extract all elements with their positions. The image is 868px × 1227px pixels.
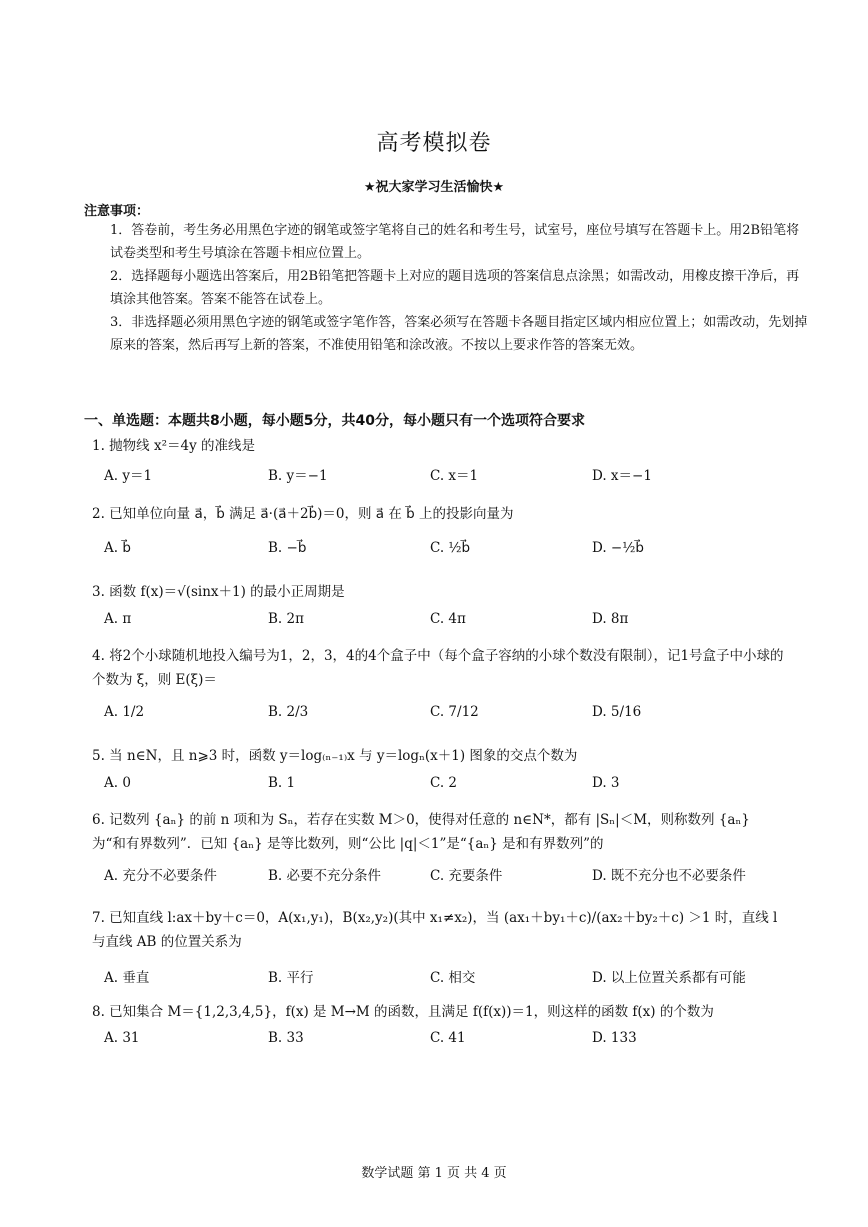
option-b: B. 必要不充分条件 — [268, 868, 382, 884]
option-a: A. 31 — [104, 1030, 140, 1046]
option-d: D. 8π — [592, 611, 629, 627]
question-8-stem: 8. 已知集合 M＝{1,2,3,4,5}，f(x) 是 M→M 的函数，且满足 f(f(x))＝1，则这样的函数 f(x) 的个数为 — [92, 1004, 714, 1020]
option-a: A. 0 — [104, 775, 131, 791]
notice-item-1: 1．答卷前，考生务必用黑色字迹的钢笔或签字笔将自己的姓名和考生号，试室号，座位号填写在答题卡上。用2B铅笔将试卷类型和考生号填涂在答题卡相应位置上。 — [110, 223, 800, 261]
option-b: B. y＝−1 — [268, 468, 328, 484]
page-footer: 数学试题 第 1 页 共 4 页 — [361, 1166, 507, 1181]
question-1-stem: 1. 抛物线 x²＝4y 的准线是 — [92, 438, 255, 454]
option-c: C. ½b⃗ — [430, 540, 471, 556]
option-c: C. 相交 — [430, 970, 476, 986]
question-5-options — [104, 775, 784, 801]
notice-item-2: 2．选择题每小题选出答案后，用2B铅笔把答题卡上对应的题目选项的答案信息点涂黑；如需改动，用橡皮擦干净后，再填涂其他答案。答案不能答在试卷上。 — [110, 269, 800, 307]
option-b: B. 2/3 — [268, 704, 309, 720]
question-7-options — [104, 966, 784, 992]
option-d: D. 既不充分也不必要条件 — [592, 868, 746, 884]
option-b: B. 平行 — [268, 970, 314, 986]
question-2-options — [104, 540, 784, 566]
question-4-options — [104, 704, 784, 730]
option-d: D. x＝−1 — [592, 468, 652, 484]
question-3-stem: 3. 函数 f(x)＝√(sinx＋1) 的最小正周期是 — [92, 584, 345, 600]
option-a: A. π — [104, 611, 132, 627]
option-c: C. 充要条件 — [430, 868, 503, 884]
option-a: A. y＝1 — [104, 468, 153, 484]
option-b: B. 33 — [268, 1030, 304, 1046]
option-a: A. b⃗ — [104, 540, 131, 556]
option-c: C. 2 — [430, 775, 458, 791]
option-d: D. 5/16 — [592, 704, 642, 720]
option-a: A. 充分不必要条件 — [104, 868, 217, 884]
option-d: D. 以上位置关系都有可能 — [592, 970, 746, 986]
question-1-options — [104, 464, 784, 490]
question-2-stem: 2. 已知单位向量 a⃗，b⃗ 满足 a⃗·(a⃗＋2b⃗)＝0，则 a⃗ 在 b⃗ 上的投影向量为 — [92, 506, 514, 522]
option-d: D. 133 — [592, 1030, 637, 1046]
option-a: A. 1/2 — [104, 704, 145, 720]
slogan: ★祝大家学习生活愉快★ — [363, 180, 505, 195]
option-c: C. x＝1 — [430, 468, 479, 484]
exam-title: 高考模拟卷 — [376, 131, 492, 156]
question-6-options — [104, 864, 784, 890]
option-c: C. 7/12 — [430, 704, 479, 720]
option-b: B. 1 — [268, 775, 296, 791]
question-5-stem: 5. 当 n∈N，且 n⩾3 时，函数 y＝log₍ₙ₋₁₎x 与 y＝logₙ(x＋1) 图象的交点个数为 — [92, 748, 578, 764]
notice-item-3: 3．非选择题必须用黑色字迹的钢笔或签字笔作答，答案必须写在答题卡各题目指定区域内相应位置上；如需改动，先划掉原来的答案，然后再写上新的答案，不准使用铅笔和涂改液。不按以上要求作答的答案无效。 — [110, 315, 808, 353]
option-b: B. −b⃗ — [268, 540, 307, 556]
section-heading: 一、单选题：本题共8小题，每小题5分，共40分，每小题只有一个选项符合要求 — [84, 413, 585, 429]
question-6-stem: 6. 记数列 {aₙ} 的前 n 项和为 Sₙ，若存在实数 M＞0，使得对任意的 n∈N*，都有 |Sₙ|＜M，则称数列 {aₙ} 为“和有界数列”．已知 {aₙ} 是等比数列，则“公比 |q|＜1”是“{aₙ} 是和有界数列”的 — [92, 812, 750, 852]
question-8-options — [104, 1030, 784, 1056]
option-d: D. 3 — [592, 775, 620, 791]
option-b: B. 2π — [268, 611, 304, 627]
question-4-stem: 4. 将2个小球随机地投入编号为1，2，3，4的4个盒子中（每个盒子容纳的小球个数没有限制），记1号盒子中小球的个数为 ξ，则 E(ξ)＝ — [92, 648, 784, 688]
option-a: A. 垂直 — [104, 970, 150, 986]
option-d: D. −½b⃗ — [592, 540, 644, 556]
question-3-options — [104, 611, 784, 637]
question-7-stem: 7. 已知直线 l:ax＋by＋c＝0，A(x₁,y₁)，B(x₂,y₂)(其中 x₁≠x₂)，当 (ax₁＋by₁＋c)/(ax₂＋by₂＋c) ＞1 时，直线 l 与直线 AB 的位置关系为 — [92, 910, 778, 950]
notice-heading: 注意事项： — [84, 204, 150, 219]
option-c: C. 41 — [430, 1030, 466, 1046]
option-c: C. 4π — [430, 611, 466, 627]
